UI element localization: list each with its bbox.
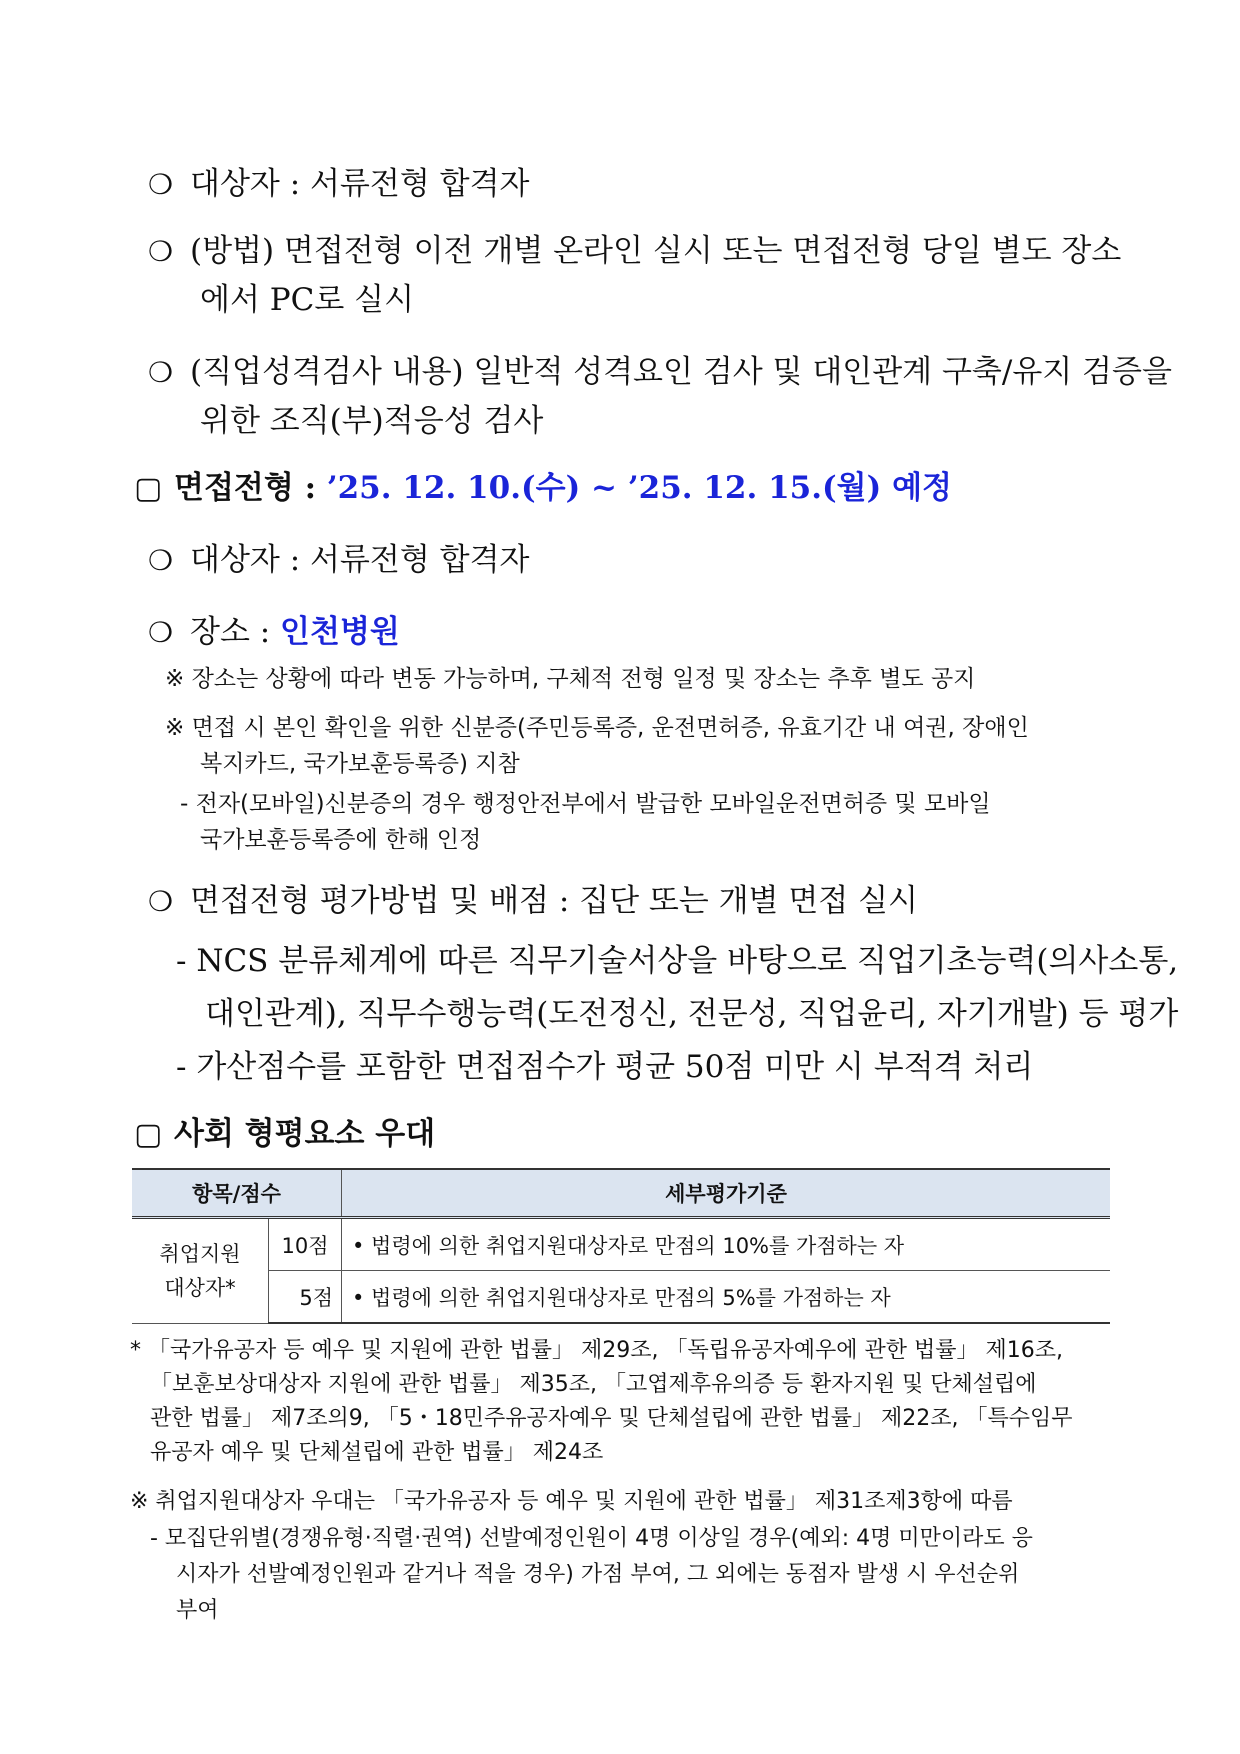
method-line-1: (방법) 면접전형 이전 개별 온라인 실시 또는 면접전형 당일 별도 장소 [190,233,1122,269]
interview-title: 면접전형 : [174,470,327,506]
table-row [132,1218,1110,1271]
header-item-score: 항목/점수 [132,1169,342,1218]
fail-criteria-text: - 가산점수를 포함한 면접점수가 평균 50점 미만 시 부적격 처리 [176,1049,1034,1085]
group-label-line-2: 대상자* [164,1275,236,1300]
target-applicants-text: 대상자 : 서류전형 합격자 [190,166,530,202]
interview-place [190,606,400,658]
personality-test-line-1: (직업성격검사 내용) 일반적 성격요인 검사 및 대인관계 구축/유지 검증을 [190,354,1172,390]
square-bullet-icon: ▢ [134,1117,163,1152]
interview-place-label: 장소 : [190,614,281,650]
circle-bullet-icon: ❍ [148,885,174,918]
interview-target-text: 대상자 : 서류전형 합격자 [190,542,530,578]
preference-detail-line-1: - 모집단위별(경쟁유형·직렬·권역) 선발예정인원이 4명 이상일 경우(예외: 4명 미만이라도 응 [150,1526,1033,1551]
note-mobile-id-line-2: 국가보훈등록증에 한해 인정 [200,827,482,853]
circle-bullet-icon: ❍ [148,168,174,201]
interview-date: ’25. 12. 10.(수) ~ ’25. 12. 15.(월) 예정 [326,470,952,506]
score-cell: 10점 [269,1218,342,1271]
ncs-line-2: 대인관계), 직무수행능력(도전정신, 전문성, 직업윤리, 자기개발) 등 평가 [205,996,1179,1032]
preference-rule-text: ※ 취업지원대상자 우대는 「국가유공자 등 예우 및 지원에 관한 법률」 제31조제3항에 따름 [130,1489,1013,1514]
square-bullet-icon: ▢ [134,471,163,506]
personality-test-line-2: 위한 조직(부)적응성 검사 [200,403,544,439]
criteria-cell: • 법령에 의한 취업지원대상자로 만점의 10%를 가점하는 자 [342,1218,1111,1271]
preference-table [132,1168,1110,1324]
footnote-line-4: 유공자 예우 및 단체설립에 관한 법률」 제24조 [150,1440,604,1465]
circle-bullet-icon: ❍ [148,356,174,389]
circle-bullet-icon: ❍ [148,544,174,577]
group-cell [132,1218,269,1324]
criteria-cell: • 법령에 의한 취업지원대상자로 만점의 5%를 가점하는 자 [342,1271,1111,1324]
circle-bullet-icon: ❍ [148,235,174,268]
footnote-line-2: 「보훈보상대상자 지원에 관한 법률」 제35조, 「고엽제후유의증 등 환자지원 및 단체설립에 [150,1372,1037,1397]
note-mobile-id-line-1: - 전자(모바일)신분증의 경우 행정안전부에서 발급한 모바일운전면허증 및 모바일 [180,791,991,817]
note-id-line-1: ※ 면접 시 본인 확인을 위한 신분증(주민등록증, 운전면허증, 유효기간 내 여권, 장애인 [165,715,1029,741]
method-line-2: 에서 PC로 실시 [200,282,415,318]
interview-place-value: 인천병원 [280,614,400,650]
footnote-line-1: * 「국가유공자 등 예우 및 지원에 관한 법률」 제29조, 「독립유공자예우에 관한 법률」 제16조, [130,1338,1063,1363]
group-label-line-1: 취업지원 [159,1241,241,1266]
table-header-row [132,1169,1110,1218]
ncs-line-1: - NCS 분류체계에 따른 직무기술서상을 바탕으로 직업기초능력(의사소통, [176,943,1179,979]
interview-heading [174,468,952,508]
table-row [132,1271,1110,1324]
social-equity-heading: 사회 형평요소 우대 [174,1116,436,1152]
note-place-change: ※ 장소는 상황에 따라 변동 가능하며, 구체적 전형 일정 및 장소는 추후 별도 공지 [165,666,976,692]
preference-detail-line-3: 부여 [176,1598,219,1623]
note-id-line-2: 복지카드, 국가보훈등록증) 지참 [200,751,520,777]
circle-bullet-icon: ❍ [148,616,174,649]
header-criteria: 세부평가기준 [342,1169,1111,1218]
preference-detail-line-2: 시자가 선발예정인원과 같거나 적을 경우) 가점 부여, 그 외에는 동점자 발생 시 우선순위 [176,1562,1020,1587]
score-cell: 5점 [269,1271,342,1324]
footnote-line-3: 관한 법률」 제7조의9, 「5・18민주유공자예우 및 단체설립에 관한 법률」 제22조, 「특수임무 [150,1406,1073,1431]
evaluation-method-text: 면접전형 평가방법 및 배점 : 집단 또는 개별 면접 실시 [190,883,918,919]
